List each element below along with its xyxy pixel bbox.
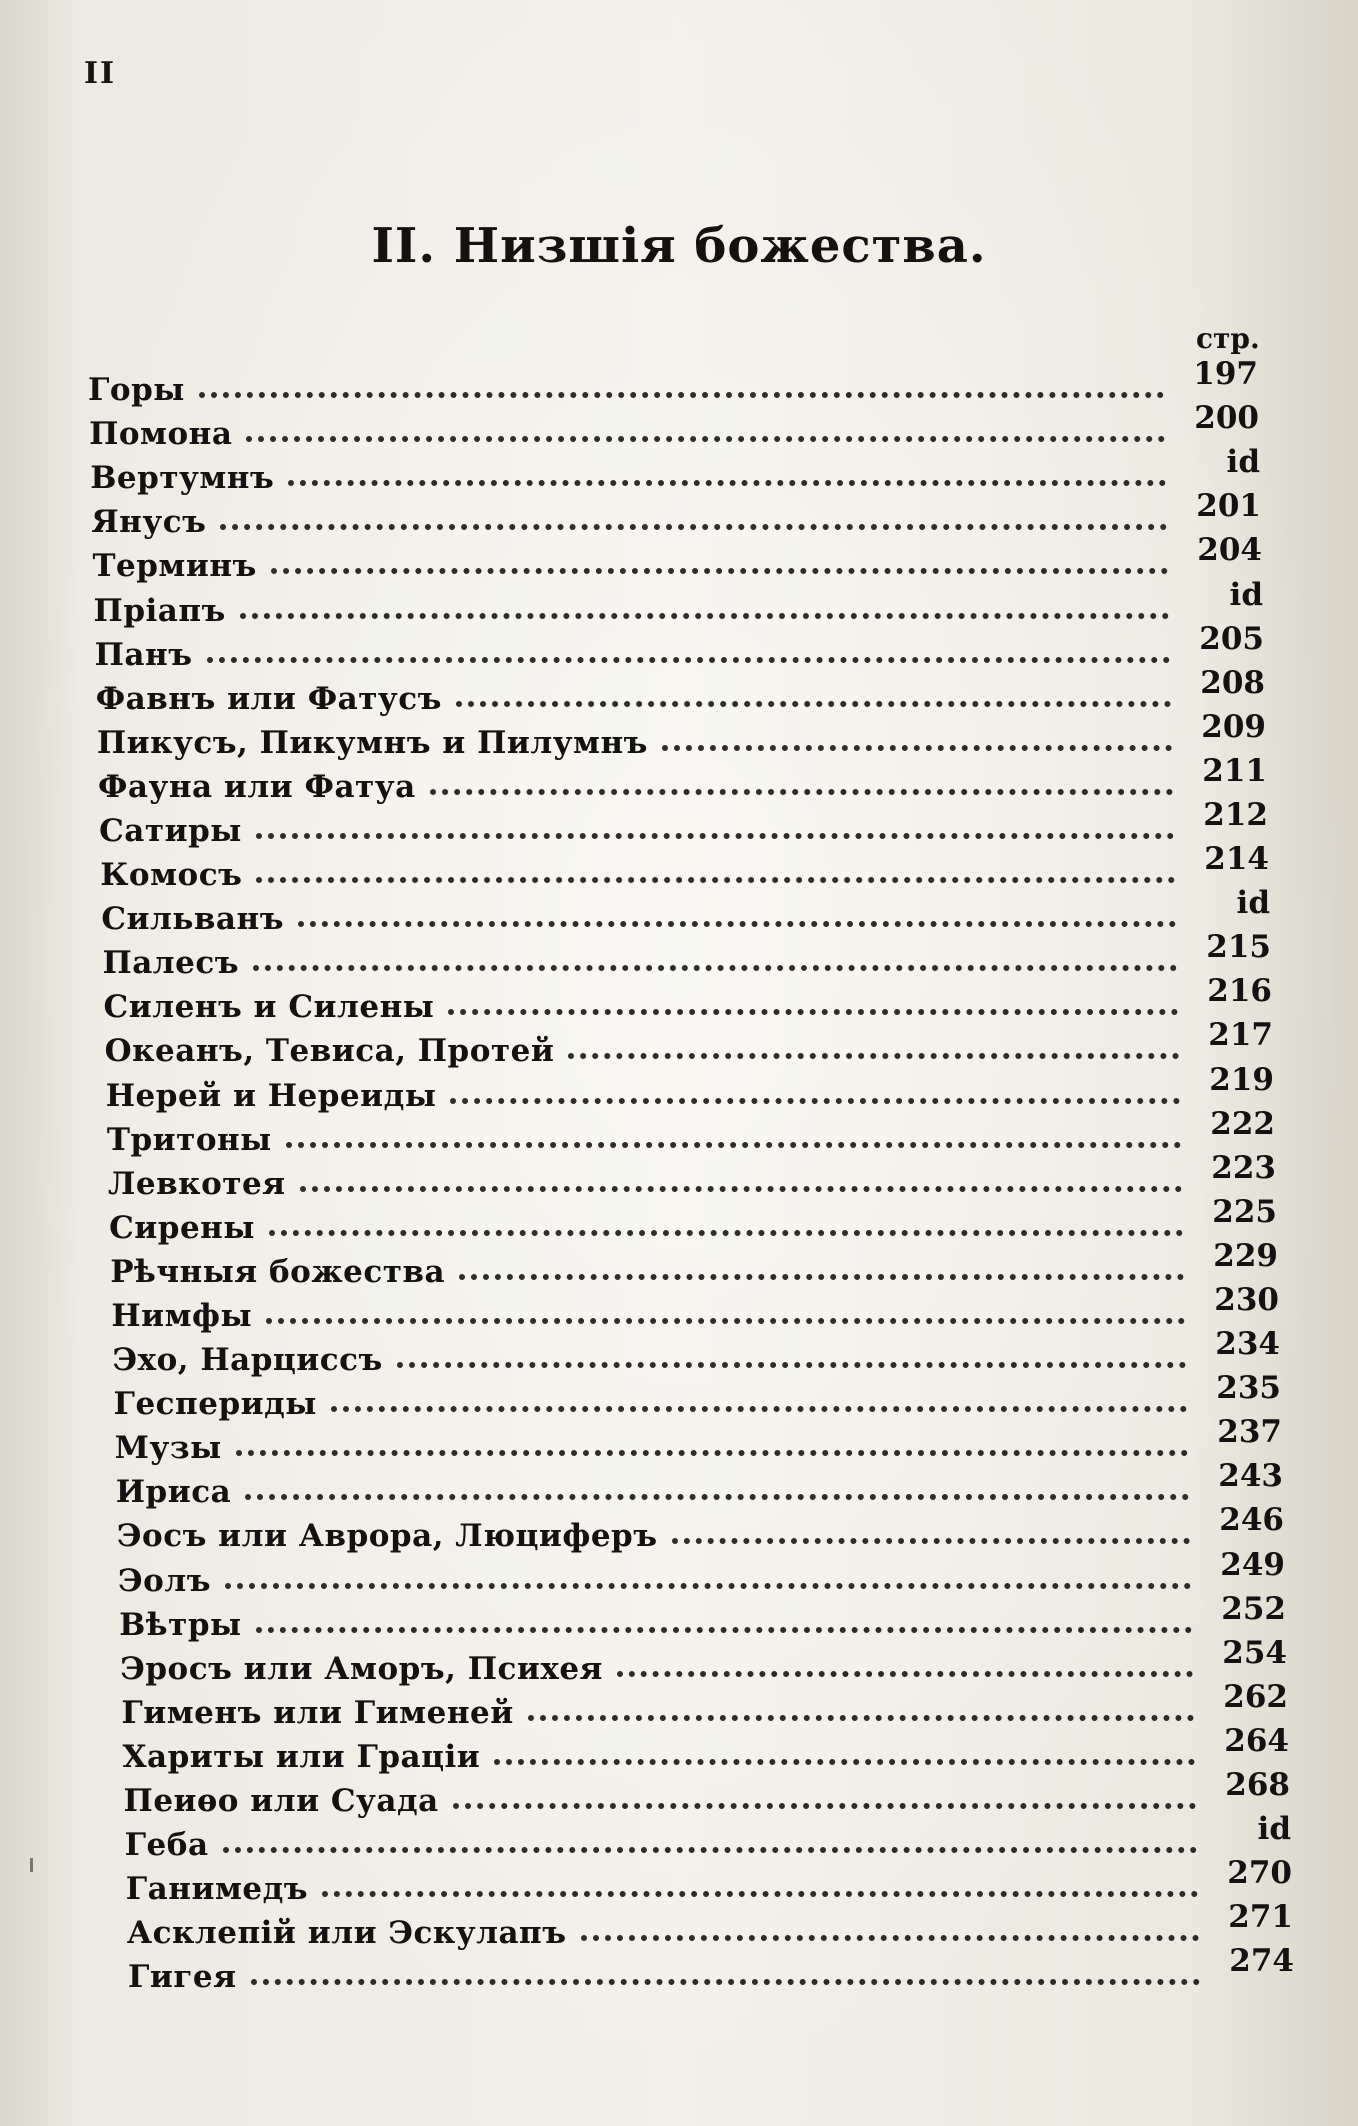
toc-entry-label: Палесъ xyxy=(102,945,240,982)
toc-entry xyxy=(0,752,1358,809)
toc-entry-page: 216 xyxy=(1207,973,1272,1010)
toc-entry-label: Рѣчныя божества xyxy=(110,1253,446,1290)
dot-leader xyxy=(450,1098,1180,1104)
toc-entry-label: Эосъ или Аврора, Люциферъ xyxy=(116,1518,658,1555)
toc-entry-label: Нерей и Нереиды xyxy=(105,1077,437,1114)
dot-leader xyxy=(300,1186,1182,1192)
toc-entry xyxy=(0,1546,1358,1603)
page-number: II xyxy=(84,56,117,91)
dot-leader xyxy=(459,1274,1184,1280)
toc-entry xyxy=(0,1017,1358,1073)
toc-entry xyxy=(0,620,1358,677)
toc-entry-label: Асклепій или Эскулапъ xyxy=(126,1915,567,1952)
dot-leader xyxy=(288,480,1166,486)
toc-entry-page: 234 xyxy=(1215,1326,1280,1363)
toc-entry xyxy=(0,1634,1358,1691)
toc-entry-page: 230 xyxy=(1214,1282,1279,1319)
dot-leader xyxy=(266,1318,1185,1324)
dot-leader xyxy=(220,524,1167,530)
dot-leader xyxy=(568,1053,1179,1059)
dot-leader xyxy=(456,701,1171,707)
toc-entry-page: 197 xyxy=(1193,356,1258,393)
toc-entry-page: 254 xyxy=(1222,1634,1287,1671)
toc-entry xyxy=(0,1767,1358,1823)
toc-entry-page: id xyxy=(1257,1811,1291,1848)
dot-leader xyxy=(528,1715,1194,1721)
toc-entry-label: Фауна или Фатуа xyxy=(98,768,416,805)
toc-entry-label: Гигея xyxy=(128,1959,237,1996)
toc-entry-page: 246 xyxy=(1219,1502,1284,1539)
toc-entry-page: 214 xyxy=(1204,841,1269,878)
toc-entry-label: Горы xyxy=(88,372,185,409)
scan-speck xyxy=(30,1858,33,1872)
toc-entry-label: Сирены xyxy=(109,1209,255,1246)
toc-entry-label: Помона xyxy=(89,416,233,453)
toc-entry xyxy=(0,1105,1358,1162)
toc-entry-page: 215 xyxy=(1206,929,1271,966)
toc-entry-label: Пріапъ xyxy=(93,592,226,629)
toc-entry xyxy=(0,1855,1358,1911)
toc-entry-page: 211 xyxy=(1202,752,1267,789)
toc-entry xyxy=(0,1458,1358,1514)
toc-entry-label: Тритоны xyxy=(106,1121,272,1158)
toc-entry-label: Комосъ xyxy=(100,857,243,894)
toc-entry-page: 205 xyxy=(1199,620,1264,657)
toc-entry-label: Музы xyxy=(114,1430,222,1467)
toc-entry-page: 204 xyxy=(1197,532,1262,569)
dot-leader xyxy=(269,1230,1183,1236)
toc-entry xyxy=(0,973,1358,1029)
toc-entry-label: Эолъ xyxy=(118,1562,211,1599)
toc-entry-label: Терминъ xyxy=(92,548,257,585)
toc-entry-page: 264 xyxy=(1224,1722,1289,1759)
toc-entry-page: 219 xyxy=(1209,1061,1274,1098)
toc-entry xyxy=(0,444,1358,500)
toc-entry xyxy=(0,1590,1358,1647)
toc-entry-label: Панъ xyxy=(94,636,193,673)
dot-leader xyxy=(331,1406,1187,1412)
toc-entry xyxy=(0,796,1358,853)
toc-entry-label: Янусъ xyxy=(91,504,207,541)
toc-entry xyxy=(0,1722,1358,1779)
toc-entry-label: Океанъ, Тевиса, Протей xyxy=(104,1033,555,1070)
toc-entry xyxy=(0,576,1358,632)
toc-entry xyxy=(0,1899,1358,1955)
dot-leader xyxy=(253,965,1177,971)
toc-entry-label: Геспериды xyxy=(113,1386,317,1423)
toc-entry-page: 217 xyxy=(1208,1017,1273,1054)
toc-entry-page: 237 xyxy=(1217,1414,1282,1451)
toc-entry xyxy=(0,885,1358,941)
toc-entry-page: 212 xyxy=(1203,796,1268,833)
toc-entry xyxy=(0,1943,1358,1999)
table-of-contents xyxy=(0,356,1358,1999)
toc-entry-page: 201 xyxy=(1196,488,1261,525)
dot-leader xyxy=(298,921,1176,927)
toc-entry-label: Гименъ или Гименей xyxy=(121,1694,514,1731)
toc-entry-label: Вертумнъ xyxy=(90,460,275,497)
dot-leader xyxy=(494,1759,1195,1765)
toc-entry xyxy=(0,1326,1358,1382)
toc-entry xyxy=(0,1061,1358,1118)
dot-leader xyxy=(223,1847,1197,1853)
toc-entry-page: 200 xyxy=(1194,400,1259,437)
toc-entry xyxy=(0,1193,1358,1250)
toc-entry-page: 229 xyxy=(1213,1237,1278,1274)
dot-leader xyxy=(256,877,1175,883)
toc-entry-page: 209 xyxy=(1201,708,1266,745)
toc-entry-label: Ганимедъ xyxy=(125,1871,309,1908)
toc-entry-page: 262 xyxy=(1223,1678,1288,1715)
dot-leader xyxy=(256,833,1174,839)
toc-entry-label: Сатиры xyxy=(99,812,242,849)
dot-leader xyxy=(225,1583,1191,1589)
toc-entry xyxy=(0,1678,1358,1735)
toc-entry xyxy=(0,400,1358,456)
toc-entry-page: 222 xyxy=(1210,1105,1275,1142)
dot-leader xyxy=(672,1538,1190,1544)
toc-entry-label: Вѣтры xyxy=(119,1606,242,1643)
toc-entry-label: Пеиѳо или Суада xyxy=(123,1783,439,1820)
dot-leader xyxy=(430,789,1173,795)
toc-entry-page: id xyxy=(1226,444,1260,481)
dot-leader xyxy=(617,1671,1193,1677)
toc-entry-page: 271 xyxy=(1228,1899,1293,1936)
toc-entry xyxy=(0,1414,1358,1470)
dot-leader xyxy=(397,1362,1186,1368)
toc-entry-page: 274 xyxy=(1229,1943,1294,1980)
toc-entry xyxy=(0,1502,1358,1558)
dot-leader xyxy=(322,1891,1198,1897)
toc-entry-page: id xyxy=(1236,885,1270,922)
toc-entry-label: Хариты или Граціи xyxy=(122,1738,481,1775)
dot-leader xyxy=(245,1494,1189,1500)
toc-entry-label: Эросъ или Аморъ, Психея xyxy=(120,1650,603,1687)
toc-entry-label: Силенъ и Силены xyxy=(103,989,435,1026)
dot-leader xyxy=(240,613,1169,619)
dot-leader xyxy=(662,745,1172,751)
toc-entry xyxy=(0,356,1358,412)
toc-entry xyxy=(0,664,1358,721)
toc-entry-label: Фавнъ или Фатусъ xyxy=(95,680,442,717)
toc-entry xyxy=(0,841,1358,897)
toc-entry-label: Левкотея xyxy=(108,1165,286,1202)
dot-leader xyxy=(251,1979,1200,1985)
page-column-header: стр. xyxy=(1196,322,1260,355)
section-title: II. Низшія божества. xyxy=(371,218,987,274)
toc-entry-label: Ириса xyxy=(115,1474,232,1511)
dot-leader xyxy=(286,1142,1181,1148)
toc-entry-label: Геба xyxy=(124,1827,209,1864)
toc-entry xyxy=(0,1370,1358,1426)
toc-entry xyxy=(0,1149,1358,1206)
toc-entry xyxy=(0,1282,1358,1338)
toc-entry-label: Пикусъ, Пикумнъ и Пилумнъ xyxy=(96,724,648,761)
dot-leader xyxy=(581,1935,1199,1941)
toc-entry-label: Эхо, Нарциссъ xyxy=(112,1342,383,1379)
toc-entry-label: Сильванъ xyxy=(101,901,284,938)
dot-leader xyxy=(199,392,1164,398)
toc-entry-page: 270 xyxy=(1227,1855,1292,1892)
dot-leader xyxy=(453,1803,1196,1809)
dot-leader xyxy=(448,1009,1178,1015)
toc-entry-page: 249 xyxy=(1220,1546,1285,1583)
toc-entry-page: 223 xyxy=(1211,1149,1276,1186)
dot-leader xyxy=(207,657,1171,663)
toc-entry-label: Нимфы xyxy=(111,1298,253,1335)
toc-entry-page: 252 xyxy=(1221,1590,1286,1627)
dot-leader xyxy=(256,1627,1192,1633)
toc-entry-page: 208 xyxy=(1200,664,1265,701)
toc-entry xyxy=(0,532,1358,588)
toc-entry-page: id xyxy=(1229,576,1263,613)
dot-leader xyxy=(236,1450,1188,1456)
toc-entry-page: 268 xyxy=(1225,1767,1290,1804)
toc-entry xyxy=(0,708,1358,765)
toc-entry-page: 225 xyxy=(1212,1193,1277,1230)
toc-entry xyxy=(0,929,1358,985)
toc-entry xyxy=(0,1237,1358,1294)
toc-entry xyxy=(0,488,1358,544)
dot-leader xyxy=(246,436,1165,442)
toc-entry xyxy=(0,1811,1358,1867)
toc-entry-page: 235 xyxy=(1216,1370,1281,1407)
dot-leader xyxy=(271,568,1168,574)
toc-entry-page: 243 xyxy=(1218,1458,1283,1495)
